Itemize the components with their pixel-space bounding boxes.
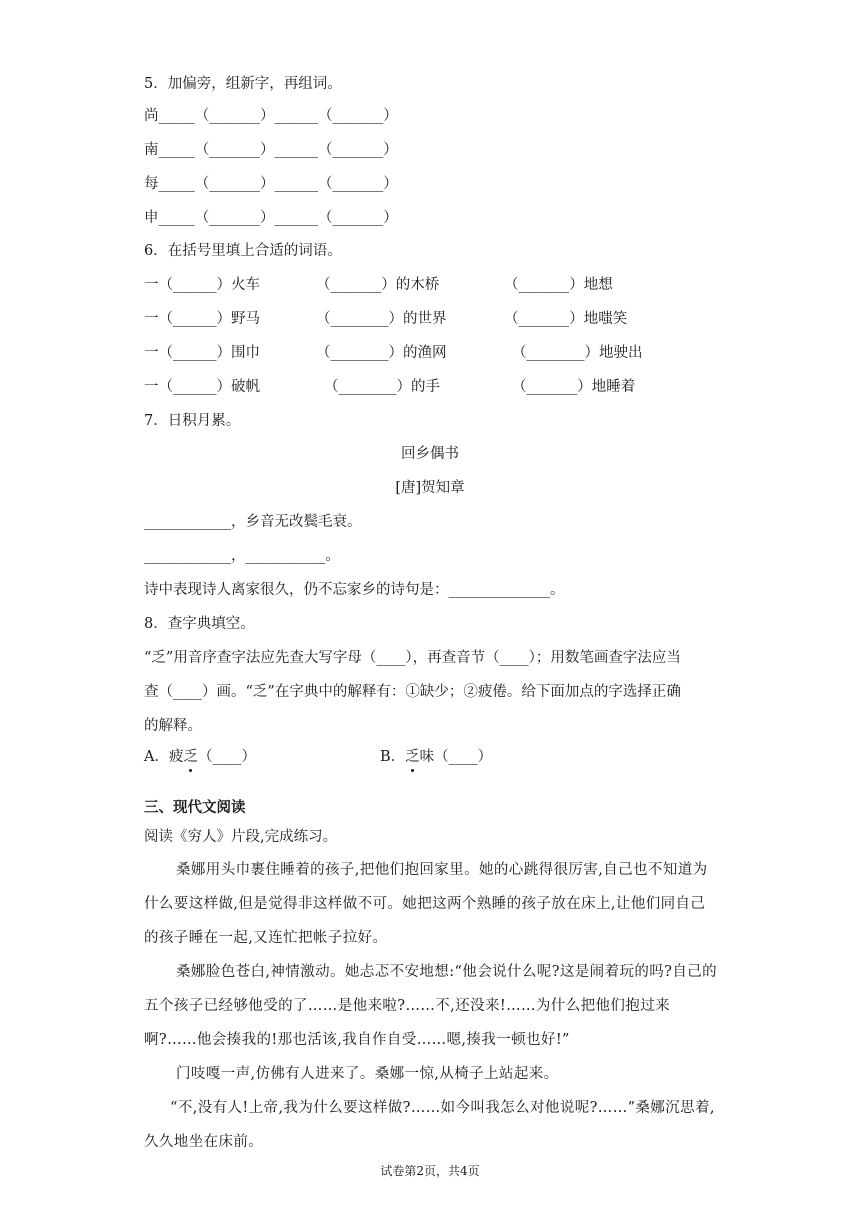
q6-row-2-col-1: 一（______）野马 bbox=[144, 311, 260, 327]
q5-row-2: 南_____（_______）______（_______） bbox=[144, 142, 398, 158]
poem-author: [唐]贺知章 bbox=[395, 480, 465, 496]
q8-para-line-2: 查（____）画。“乏”在字典中的解释有：①缺少；②疲倦。给下面加点的字选择正确 bbox=[144, 684, 681, 700]
q6-row-4-col-1: 一（______）破帆 bbox=[144, 379, 260, 395]
q8-option-a-suffix: （____） bbox=[197, 749, 256, 765]
q5-row-3: 每_____（_______）______（_______） bbox=[144, 176, 398, 192]
q5-title: 5．加偏旁，组新字，再组词。 bbox=[144, 76, 342, 92]
q5-row-1: 尚_____（_______）______（_______） bbox=[144, 108, 398, 124]
q5-row-4: 申_____（_______）______（_______） bbox=[144, 210, 398, 226]
q8-option-a-prefix: A．疲 bbox=[144, 749, 184, 765]
q7-title: 7．日积月累。 bbox=[144, 413, 241, 429]
q8-para-line-1: “乏”用音序查字法应先查大写字母（____），再查音节（____）；用数笔画查字法应当 bbox=[144, 650, 681, 666]
q6-title: 6．在括号里填上合适的词语。 bbox=[144, 243, 342, 259]
poem-title: 回乡偶书 bbox=[401, 446, 459, 462]
q6-row-4-col-3: （_______）地睡着 bbox=[512, 379, 636, 395]
passage-p2-line-1: 桑娜脸色苍白,神情激动。她忐忑不安地想:“他会说什么呢?这是闹着玩的吗?自己的 bbox=[176, 964, 718, 980]
q8-option-b-prefix: B． bbox=[380, 749, 406, 765]
poem-line-1: ____________，乡音无改鬓毛衰。 bbox=[144, 514, 362, 530]
passage-p4-line-1: “不,没有人!上帝,我为什么要这样做?……如今叫我怎么对他说呢?……”桑娜沉思着, bbox=[170, 1100, 715, 1116]
q8-option-b-dotted-char: 乏 bbox=[405, 749, 420, 765]
poem-line-2: ____________，___________。 bbox=[144, 548, 340, 564]
q6-row-4-col-2: （________）的手 bbox=[324, 379, 440, 395]
passage-p2-line-3: 啊?……他会揍我的!那也活该,我自作自受……嗯,揍我一顿也好!” bbox=[144, 1032, 570, 1048]
q8-option-a-dotted-char: 乏 bbox=[183, 749, 198, 765]
passage-p4-line-2: 久久地坐在床前。 bbox=[144, 1134, 264, 1150]
passage-p3: 门吱嘎一声,仿佛有人进来了。桑娜一惊,从椅子上站起来。 bbox=[176, 1066, 559, 1082]
passage-p1-line-2: 什么要这样做,但是觉得非这样做不可。她把这两个熟睡的孩子放在床上,让他们同自己 bbox=[144, 896, 706, 912]
page-footer: 试卷第2页，共4页 bbox=[380, 1164, 480, 1178]
section-3-heading: 三、现代文阅读 bbox=[144, 799, 246, 816]
q8-para-line-3: 的解释。 bbox=[144, 718, 202, 734]
q6-row-1-col-1: 一（______）火车 bbox=[144, 277, 260, 293]
passage-p1-line-1: 桑娜用头巾裹住睡着的孩子,把他们抱回家里。她的心跳得很厉害,自己也不知道为 bbox=[176, 862, 708, 878]
reading-instruction: 阅读《穷人》片段,完成练习。 bbox=[144, 829, 338, 845]
passage-p1-line-3: 的孩子睡在一起,又连忙把帐子拉好。 bbox=[144, 930, 388, 946]
q7-question: 诗中表现诗人离家很久，仍不忘家乡的诗句是：______________。 bbox=[144, 582, 565, 598]
q6-row-1-col-3: （_______）地想 bbox=[504, 277, 613, 293]
q6-row-3-col-2: （________）的渔网 bbox=[316, 345, 447, 361]
q6-row-1-col-2: （_______）的木桥 bbox=[316, 277, 440, 293]
q6-row-2-col-3: （_______）地嗤笑 bbox=[504, 311, 628, 327]
q8-option-a bbox=[144, 747, 256, 767]
q8-option-b bbox=[380, 747, 492, 767]
passage-p2-line-2: 五个孩子已经够他受的了……是他来啦?……不,还没来!……为什么把他们抱过来 bbox=[144, 998, 671, 1014]
q8-title: 8．查字典填空。 bbox=[144, 616, 255, 632]
q6-row-2-col-2: （________）的世界 bbox=[316, 311, 447, 327]
q8-option-b-suffix: 味（____） bbox=[419, 749, 493, 765]
q6-row-3-col-3: （________）地驶出 bbox=[512, 345, 643, 361]
q6-row-3-col-1: 一（______）围巾 bbox=[144, 345, 260, 361]
